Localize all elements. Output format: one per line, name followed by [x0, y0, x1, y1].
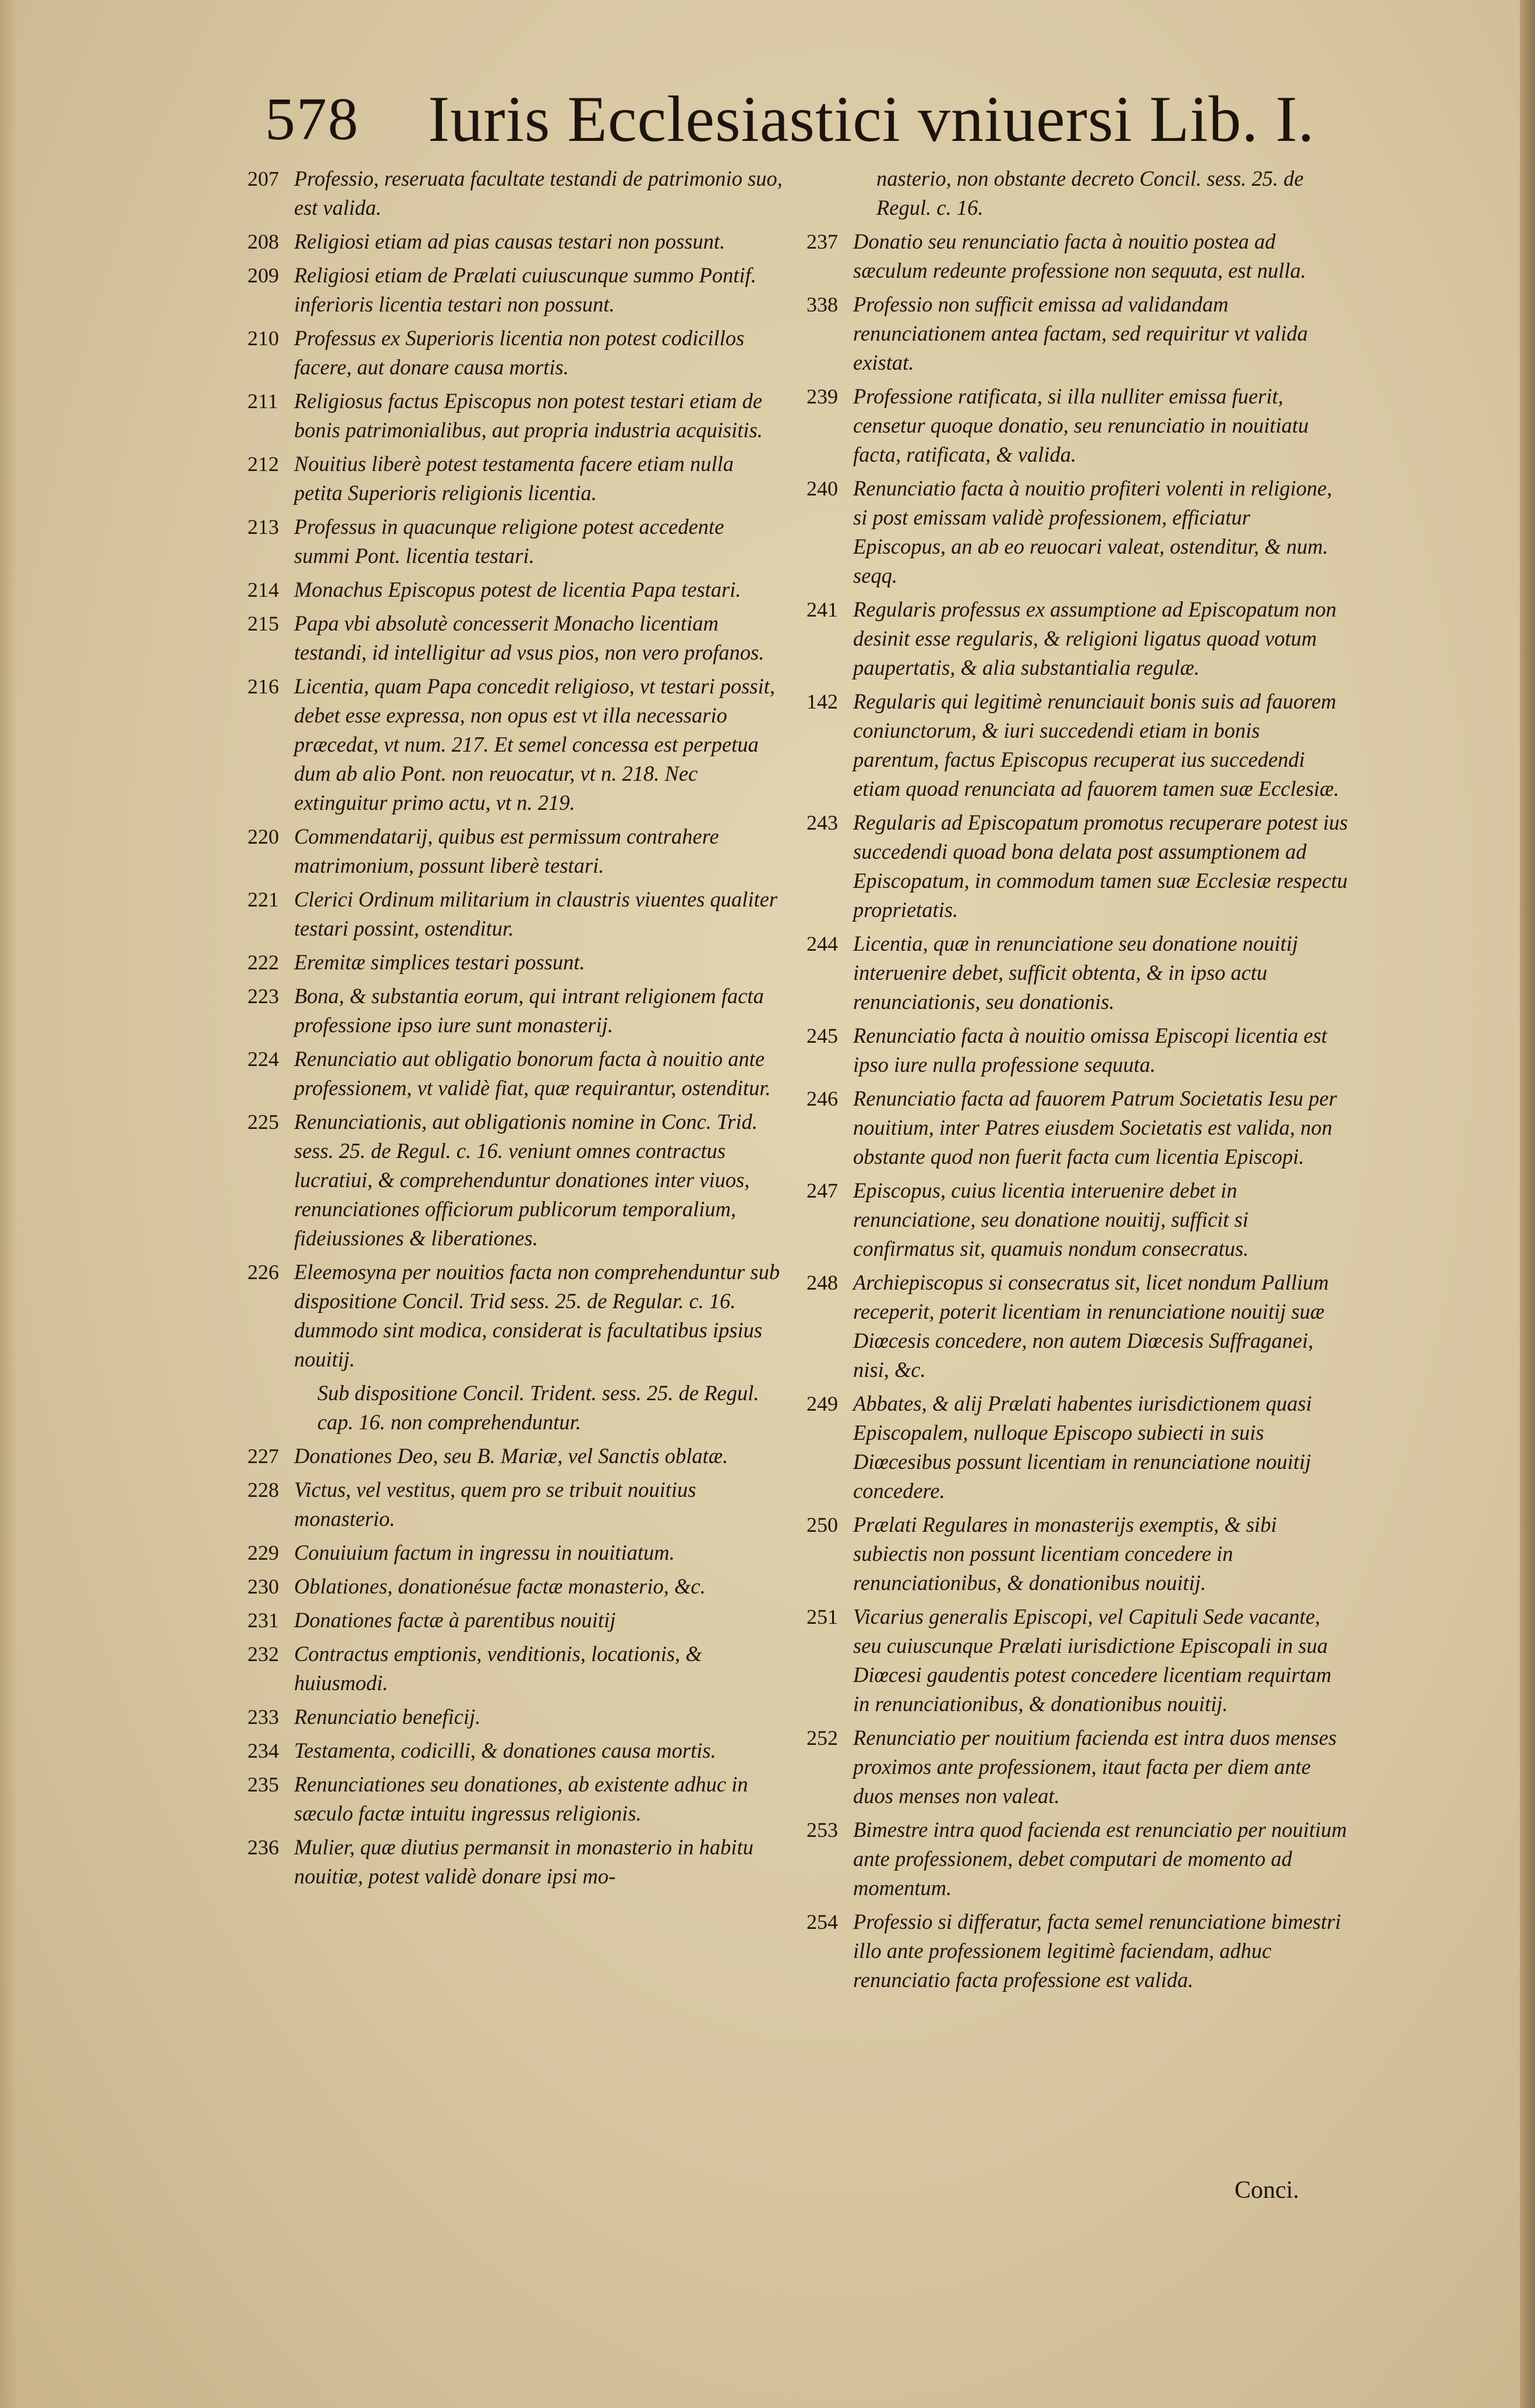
entry-number: 239 [807, 385, 838, 408]
index-entry [807, 1389, 1348, 1506]
page-header [265, 82, 1371, 163]
entry-number: 245 [807, 1024, 838, 1047]
index-entry [247, 982, 783, 1040]
entry-number: 250 [807, 1513, 838, 1536]
entry-text: Renunciatio beneficij. [294, 1705, 481, 1729]
index-entry [807, 1021, 1348, 1079]
index-entry [807, 227, 1348, 285]
index-entry [247, 1538, 783, 1567]
entry-number: 235 [247, 1773, 279, 1796]
entry-text: Professio si differatur, facta semel renunciatione bimestri illo ante professionem legitimè faciendam, adhuc renunciatio facta professione est valida. [853, 1910, 1341, 1992]
entry-number: 220 [247, 825, 279, 848]
running-title: Iuris Ecclesiastici vniuersi Lib. I. [428, 83, 1315, 155]
entry-text: Eremitæ simplices testari possunt. [294, 950, 585, 974]
entry-text: Testamenta, codicilli, & donationes causa mortis. [294, 1738, 716, 1762]
entry-text: Archiepiscopus si consecratus sit, licet nondum Pallium receperit, poterit licentiam in renunciatione nouitij suæ Diœcesis concedere, non autem Diœcesis Suffraganei, nisi, &c. [853, 1270, 1329, 1382]
entry-number: 249 [807, 1392, 838, 1415]
entry-text: Regularis qui legitimè renunciauit bonis suis ad fauorem coniunctorum, & iuri succedendi etiam in bonis parentum, factus Episcopus recuperat ius succedendi etiam quoad renunciata ad fauorem tamen suæ Ecclesiæ. [853, 689, 1339, 801]
page-number: 578 [265, 86, 359, 153]
entry-number: 227 [247, 1444, 279, 1468]
entry-text: Professus ex Superioris licentia non potest codicillos facere, aut donare causa mortis. [294, 326, 745, 379]
entry-number: 228 [247, 1478, 279, 1502]
entry-text: Professus in quacunque religione potest accedente summi Pont. licentia testari. [294, 515, 724, 568]
entry-number: 210 [247, 327, 279, 350]
entry-text: Professio, reseruata facultate testandi de patrimonio suo, est valida. [294, 167, 783, 219]
entry-number: 237 [807, 230, 838, 253]
index-entry [807, 1723, 1348, 1811]
index-entry [247, 1442, 783, 1471]
index-entry [807, 929, 1348, 1017]
index-entry [247, 1379, 783, 1437]
index-entry [247, 227, 783, 256]
entry-number: 338 [807, 293, 838, 316]
index-entry [807, 1268, 1348, 1384]
entry-text: nasterio, non obstante decreto Concil. sess. 25. de Regul. c. 16. [876, 167, 1304, 219]
index-entry [247, 1833, 783, 1891]
entry-text: Donatio seu renunciatio facta à nouitio postea ad sæculum redeunte professione non sequuta, est nulla. [853, 229, 1306, 282]
index-entry [247, 324, 783, 382]
entry-number: 244 [807, 932, 838, 955]
entry-number: 212 [247, 452, 279, 476]
entry-number: 209 [247, 264, 279, 287]
entry-number: 221 [247, 888, 279, 911]
index-entry [807, 1907, 1348, 1995]
entry-text: Papa vbi absolutè concesserit Monacho licentiam testandi, id intelligitur ad vsus pios, non vero profanos. [294, 611, 765, 664]
entry-text: Religiosi etiam de Prælati cuiuscunque summo Pontif. inferioris licentia testari non possunt. [294, 263, 756, 316]
entry-text: Conuiuium factum in ingressu in nouitiatum. [294, 1541, 675, 1564]
entry-number: 142 [807, 690, 838, 713]
index-entry [247, 387, 783, 445]
entry-text: Renunciationis, aut obligationis nomine in Conc. Trid. sess. 25. de Regul. c. 16. veniunt omnes contractus lucratiui, & comprehenduntur donationes inter viuos, renunciationes officiorum publicorum temporalium, fideiussiones & liberationes. [294, 1110, 758, 1250]
entry-number: 254 [807, 1910, 838, 1934]
entry-text: Regularis professus ex assumptione ad Episcopatum non desinit esse regularis, & religioni ligatus quoad votum paupertatis, & alia substantialia regulæ. [853, 597, 1336, 679]
entry-text: Renunciatio per nouitium facienda est intra duos menses proximos ante professionem, itaut facta per diem ante duos menses non valeat. [853, 1726, 1337, 1808]
entry-text: Religiosi etiam ad pias causas testari non possunt. [294, 229, 726, 253]
entry-number: 236 [247, 1836, 279, 1859]
index-entry [807, 474, 1348, 590]
entry-number: 247 [807, 1179, 838, 1202]
index-entry [247, 449, 783, 508]
entry-number: 232 [247, 1642, 279, 1666]
index-entry [807, 1510, 1348, 1598]
entry-text: Nouitius liberè potest testamenta facere etiam nulla petita Superioris religionis licentia. [294, 452, 734, 505]
entry-text: Religiosus factus Episcopus non potest testari etiam de bonis patrimonialibus, aut propria industria acquisitis. [294, 389, 763, 442]
index-entry [247, 948, 783, 977]
entry-text: Renunciatio facta ad fauorem Patrum Societatis Iesu per nouitium, inter Patres eiusdem Societatis est valida, non obstante quod non fuerit facta cum licentia Episcopi. [853, 1086, 1337, 1168]
index-entry [807, 382, 1348, 469]
entry-number: 213 [247, 515, 279, 539]
index-column-right [807, 164, 1348, 1999]
entry-text: Professio non sufficit emissa ad validandam renunciationem antea factam, sed requiritur vt valida existat. [853, 292, 1308, 374]
entry-number: 229 [247, 1541, 279, 1564]
entry-number: 246 [807, 1087, 838, 1110]
entry-number: 211 [247, 389, 278, 413]
entry-text: Renunciatio aut obligatio bonorum facta à nouitio ante professionem, vt validè fiat, quæ requirantur, ostenditur. [294, 1047, 771, 1100]
index-entry [247, 1606, 783, 1635]
entry-text: Licentia, quæ in renunciatione seu donatione nouitij interuenire debet, sufficit obtenta, & in ipso actu renunciationis, seu donationis. [853, 932, 1299, 1014]
entry-number: 240 [807, 477, 838, 500]
entry-number: 251 [807, 1605, 838, 1628]
entry-number: 223 [247, 985, 279, 1008]
index-entry [247, 1639, 783, 1698]
index-entry [247, 822, 783, 880]
entry-text: Bona, & substantia eorum, qui intrant religionem facta professione ipso iure sunt monasterij. [294, 984, 764, 1037]
entry-text: Donationes factæ à parentibus nouitij [294, 1608, 616, 1632]
entry-text: Regularis ad Episcopatum promotus recuperare potest ius succedendi quoad bona delata post assumptionem ad Episcopatum, in commodum tamen suæ Ecclesiæ respectu proprietatis. [853, 810, 1348, 922]
index-entry [247, 1258, 783, 1374]
catchword: Conci. [1235, 2177, 1299, 2204]
index-entry [807, 290, 1348, 377]
entry-text: Monachus Episcopus potest de licentia Papa testari. [294, 578, 741, 601]
entry-text: Donationes Deo, seu B. Mariæ, vel Sanctis oblatæ. [294, 1444, 728, 1468]
index-entry [247, 575, 783, 604]
entry-number: 225 [247, 1110, 279, 1134]
entry-text: Renunciationes seu donationes, ab existente adhuc in sæculo factæ intuitu ingressus religionis. [294, 1772, 748, 1825]
entry-text: Commendatarij, quibus est permissum contrahere matrimonium, possunt liberè testari. [294, 824, 719, 877]
entry-number: 252 [807, 1726, 838, 1750]
index-entry [247, 672, 783, 817]
entry-text: Oblationes, donationésue factæ monasterio, &c. [294, 1574, 706, 1598]
index-entry [807, 808, 1348, 925]
index-entry [807, 595, 1348, 682]
entry-text: Bimestre intra quod facienda est renunciatio per nouitium ante professionem, debet computari de momento ad momentum. [853, 1818, 1347, 1900]
entry-number: 224 [247, 1047, 279, 1071]
entry-text: Clerici Ordinum militarium in claustris viuentes qualiter testari possint, ostenditur. [294, 887, 778, 940]
entry-text: Abbates, & alij Prælati habentes iurisdictionem quasi Episcopalem, nulloque Episcopo subiecti in suis Diœcesibus possunt licentiam in renunciatione nouitij concedere. [853, 1391, 1312, 1503]
entry-number: 253 [807, 1818, 838, 1842]
index-entry [247, 1107, 783, 1253]
entry-number: 222 [247, 951, 279, 974]
entry-text: Eleemosyna per nouitios facta non comprehenduntur sub dispositione Concil. Trid sess. 25. de Regular. c. 16. dummodo sint modica, considerat is facultatibus ipsius nouitij. [294, 1260, 780, 1371]
entry-number: 243 [807, 811, 838, 834]
entry-number: 231 [247, 1609, 279, 1632]
entry-text: Renunciatio facta à nouitio profiteri volenti in religione, si post emissam validè professionem, efficiatur Episcopus, an ab eo reuocari valeat, ostenditur, & num. seqq. [853, 476, 1332, 587]
entry-number: 214 [247, 578, 279, 601]
entry-text: Mulier, quæ diutius permansit in monasterio in habitu nouitiæ, potest validè donare ipsi mo- [294, 1835, 754, 1888]
entry-number: 234 [247, 1739, 279, 1762]
index-entry [807, 1602, 1348, 1719]
index-column-left [247, 164, 783, 1896]
entry-number: 215 [247, 612, 279, 635]
entry-text: Licentia, quam Papa concedit religioso, vt testari possit, debet esse expressa, non opus est vt illa necessario præcedat, vt num. 217. Et semel concessa est perpetua dum ab alio Pont. non reuocatur, vt n. 218. Nec extinguitur primo actu, vt n. 219. [294, 674, 775, 815]
index-entry [247, 1702, 783, 1731]
index-entry [247, 885, 783, 943]
entry-number: 233 [247, 1705, 279, 1729]
index-entry [247, 1736, 783, 1765]
index-entry [807, 164, 1348, 222]
page-edge [1520, 0, 1535, 2408]
entry-text: Victus, vel vestitus, quem pro se tribuit nouitius monasterio. [294, 1478, 696, 1531]
index-entry [247, 609, 783, 667]
index-entry [247, 164, 783, 222]
entry-number: 216 [247, 675, 279, 698]
entry-number: 241 [807, 598, 838, 621]
index-entry [247, 1044, 783, 1103]
index-entry [247, 261, 783, 319]
index-entry [807, 1176, 1348, 1263]
entry-number: 208 [247, 230, 279, 253]
entry-number: 207 [247, 167, 279, 190]
entry-text: Episcopus, cuius licentia interuenire debet in renunciatione, seu donatione nouitij, sufficit si confirmatus sit, quamuis nondum consecratus. [853, 1178, 1249, 1260]
index-entry [247, 1475, 783, 1534]
entry-number: 248 [807, 1271, 838, 1294]
entry-text: Renunciatio facta à nouitio omissa Episcopi licentia est ipso iure nulla professione sequuta. [853, 1024, 1328, 1076]
index-entry [247, 1572, 783, 1601]
entry-text: Contractus emptionis, venditionis, locationis, & huiusmodi. [294, 1642, 702, 1695]
entry-number: 230 [247, 1575, 279, 1598]
index-entry [247, 512, 783, 571]
entry-text: Vicarius generalis Episcopi, vel Capituli Sede vacante, seu cuiuscunque Prælati iurisdictione Episcopali in sua Diœcesi gaudentis potest concedere licentiam requirtam in renunciationibus, & donationibus nouitij. [853, 1605, 1332, 1716]
index-entry [807, 1084, 1348, 1171]
index-entry [807, 687, 1348, 803]
index-entry [247, 1770, 783, 1828]
entry-number: 226 [247, 1260, 279, 1284]
page-gutter-shadow [0, 0, 17, 2408]
entry-text: Professione ratificata, si illa nulliter emissa fuerit, censetur quoque donatio, seu renunciatio in nouitiatu facta, ratificata, & valida. [853, 384, 1309, 466]
entry-text: Prælati Regulares in monasterijs exemptis, & sibi subiectis non possunt licentiam concedere in renunciationibus, & donationibus nouitij. [853, 1513, 1277, 1595]
entry-text: Sub dispositione Concil. Trident. sess. 25. de Regul. cap. 16. non comprehenduntur. [317, 1381, 759, 1434]
index-entry [807, 1815, 1348, 1903]
